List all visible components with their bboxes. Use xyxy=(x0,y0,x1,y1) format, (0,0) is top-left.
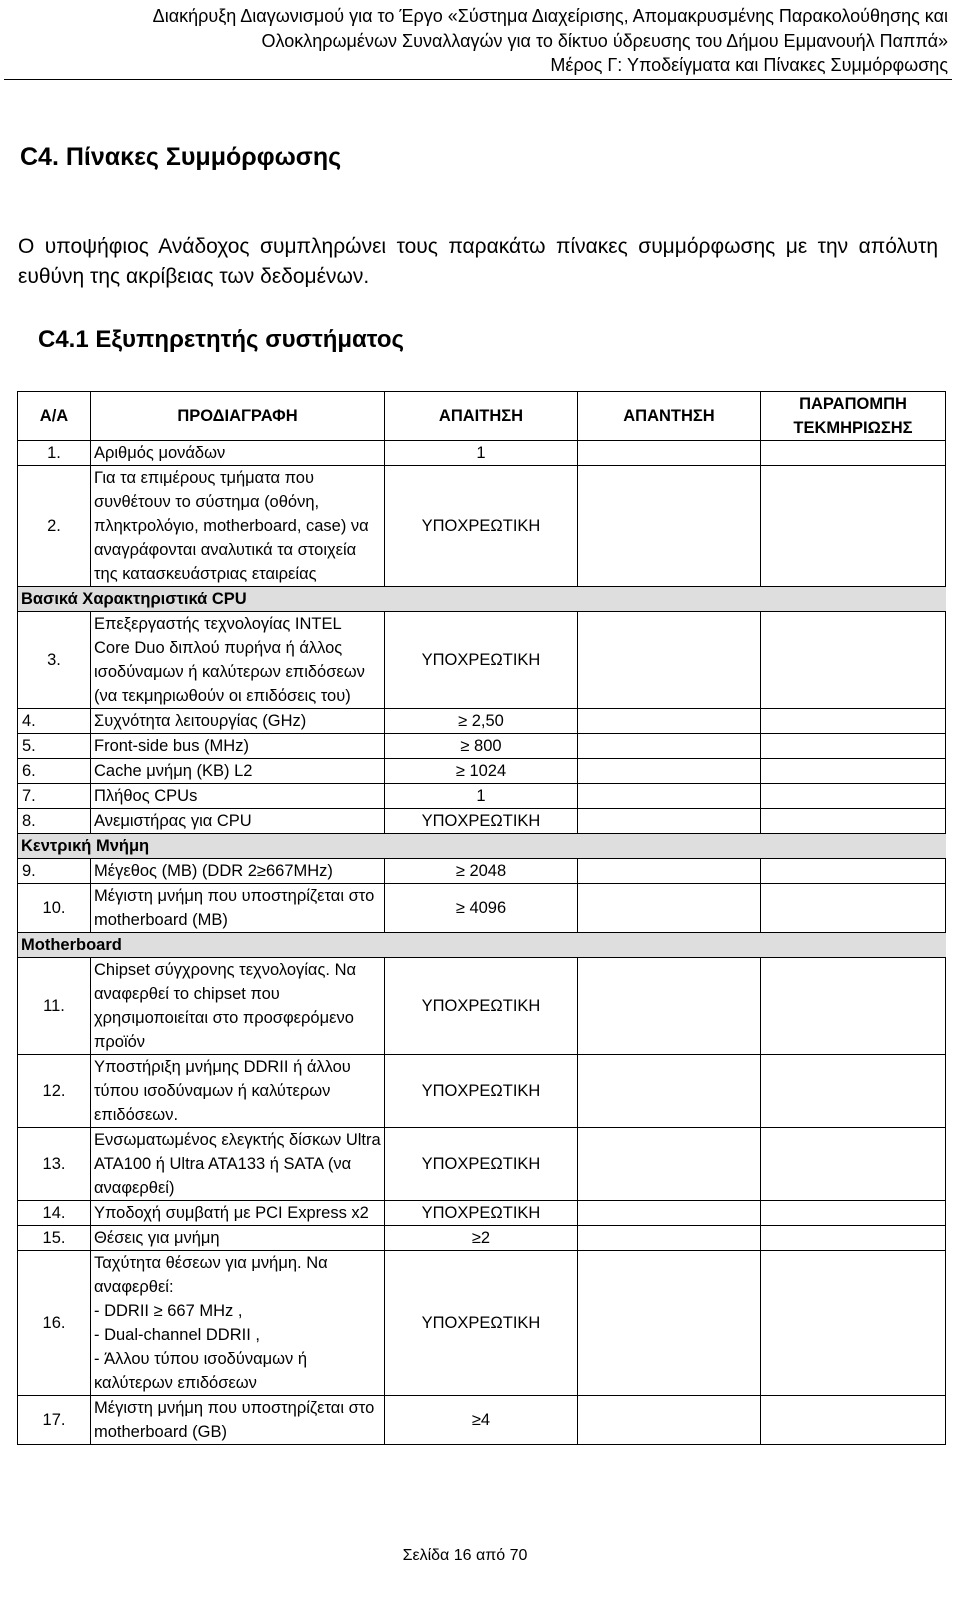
table-row xyxy=(18,859,946,884)
table-row xyxy=(18,1128,946,1201)
table-row xyxy=(18,1251,946,1396)
cell-answer xyxy=(578,1226,761,1251)
cell-reference xyxy=(761,809,946,834)
cell-answer xyxy=(578,709,761,734)
cell-number: 1. xyxy=(18,441,91,466)
cell-requirement: ΥΠΟΧΡΕΩΤΙΚΗ xyxy=(385,809,578,834)
cell-specification: Μέγεθος (MB) (DDR 2≥667MHz) xyxy=(91,859,385,884)
cell-requirement: ≥ 4096 xyxy=(385,884,578,933)
cell-specification: Chipset σύγχρονης τεχνολογίας. Να αναφερθεί το chipset που χρησιμοποιείται στο προσφερόμενο προϊόν xyxy=(91,958,385,1055)
cell-specification: Μέγιστη μνήμη που υποστηρίζεται στο motherboard (MB) xyxy=(91,884,385,933)
cell-reference xyxy=(761,1201,946,1226)
cell-specification: Αριθμός μονάδων xyxy=(91,441,385,466)
table-header-row xyxy=(18,392,946,441)
cell-requirement: ≥ 1024 xyxy=(385,759,578,784)
cell-requirement: ΥΠΟΧΡΕΩΤΙΚΗ xyxy=(385,612,578,709)
cell-specification: Ενσωματωμένος ελεγκτής δίσκων Ultra ATA100 ή Ultra ATA133 ή SATA (να αναφερθεί) xyxy=(91,1128,385,1201)
header-requirement: ΑΠΑΙΤΗΣΗ xyxy=(385,392,578,441)
cell-reference xyxy=(761,1128,946,1201)
cell-specification: Cache μνήμη (KB) L2 xyxy=(91,759,385,784)
cell-number: 15. xyxy=(18,1226,91,1251)
section-label: Βασικά Χαρακτηριστικά CPU xyxy=(18,587,946,612)
table-row xyxy=(18,709,946,734)
cell-answer xyxy=(578,859,761,884)
cell-answer xyxy=(578,784,761,809)
section-label: Κεντρική Μνήμη xyxy=(18,834,946,859)
cell-requirement: ≥ 2048 xyxy=(385,859,578,884)
header-line-3: Μέρος Γ: Υποδείγματα και Πίνακες Συμμόρφωσης xyxy=(550,55,948,75)
table-row xyxy=(18,466,946,587)
cell-number: 5. xyxy=(18,734,91,759)
cell-reference xyxy=(761,1055,946,1128)
table-row xyxy=(18,809,946,834)
cell-number: 11. xyxy=(18,958,91,1055)
table-row xyxy=(18,884,946,933)
cell-reference xyxy=(761,958,946,1055)
cell-reference xyxy=(761,859,946,884)
header-reference: ΠΑΡΑΠΟΜΠΗ ΤΕΚΜΗΡΙΩΣΗΣ xyxy=(761,392,946,441)
cell-requirement: ≥2 xyxy=(385,1226,578,1251)
cell-specification: Θέσεις για μνήμη xyxy=(91,1226,385,1251)
cell-number: 13. xyxy=(18,1128,91,1201)
header-line-2: Ολοκληρωμένων Συναλλαγών για το δίκτυο ύδρευσης του Δήμου Εμμανουήλ Παππά» xyxy=(261,30,948,51)
cell-specification: Πλήθος CPUs xyxy=(91,784,385,809)
cell-answer xyxy=(578,1201,761,1226)
cell-answer xyxy=(578,884,761,933)
cell-answer xyxy=(578,1396,761,1445)
cell-requirement: 1 xyxy=(385,441,578,466)
cell-number: 9. xyxy=(18,859,91,884)
cell-specification: Υποστήριξη μνήμης DDRII ή άλλου τύπου ισοδύναμων ή καλύτερων επιδόσεων. xyxy=(91,1055,385,1128)
subsection-title: C4.1 Εξυπηρετητής συστήματος xyxy=(38,326,404,353)
compliance-table xyxy=(17,391,946,1445)
cell-number: 12. xyxy=(18,1055,91,1128)
header-divider xyxy=(4,79,952,80)
header-line-1: Διακήρυξη Διαγωνισμού για το Έργο «Σύστημα Διαχείρισης, Απομακρυσμένης Παρακολούθησης και xyxy=(152,6,948,26)
cell-number: 3. xyxy=(18,612,91,709)
cell-requirement: ≥ 800 xyxy=(385,734,578,759)
cell-answer xyxy=(578,1055,761,1128)
table-row xyxy=(18,612,946,709)
table-row xyxy=(18,441,946,466)
cell-requirement: ΥΠΟΧΡΕΩΤΙΚΗ xyxy=(385,1251,578,1396)
header-spec: ΠΡΟΔΙΑΓΡΑΦΗ xyxy=(91,392,385,441)
cell-reference xyxy=(761,1251,946,1396)
cell-number: 17. xyxy=(18,1396,91,1445)
table-row xyxy=(18,734,946,759)
cell-requirement: ΥΠΟΧΡΕΩΤΙΚΗ xyxy=(385,1055,578,1128)
cell-reference xyxy=(761,884,946,933)
cell-specification: Συχνότητα λειτουργίας (GHz) xyxy=(91,709,385,734)
cell-requirement: ≥4 xyxy=(385,1396,578,1445)
cell-requirement: ΥΠΟΧΡΕΩΤΙΚΗ xyxy=(385,466,578,587)
cell-number: 6. xyxy=(18,759,91,784)
cell-reference xyxy=(761,759,946,784)
cell-requirement: ≥ 2,50 xyxy=(385,709,578,734)
cell-specification: Υποδοχή συμβατή με PCI Express x2 xyxy=(91,1201,385,1226)
header-aa: Α/Α xyxy=(18,392,91,441)
cell-number: 8. xyxy=(18,809,91,834)
cell-number: 2. xyxy=(18,466,91,587)
cell-reference xyxy=(761,784,946,809)
table-row xyxy=(18,1201,946,1226)
cell-answer xyxy=(578,958,761,1055)
cell-number: 7. xyxy=(18,784,91,809)
cell-reference xyxy=(761,709,946,734)
table-row xyxy=(18,759,946,784)
cell-reference xyxy=(761,1226,946,1251)
table-section-row xyxy=(18,587,946,612)
cell-reference xyxy=(761,734,946,759)
cell-number: 14. xyxy=(18,1201,91,1226)
table-section-row xyxy=(18,933,946,958)
section-title: C4. Πίνακες Συμμόρφωσης xyxy=(20,143,342,171)
cell-number: 4. xyxy=(18,709,91,734)
cell-specification: Επεξεργαστής τεχνολογίας INTEL Core Duo διπλού πυρήνα ή άλλος ισοδύναμων ή καλύτερων επιδόσεων (να τεκμηριωθούν οι επιδόσεις του) xyxy=(91,612,385,709)
cell-specification: Ταχύτητα θέσεων για μνήμη. Να αναφερθεί: - DDRII ≥ 667 MHz , - Dual-channel DDRII , - Άλλου τύπου ισοδύναμων ή καλύτερων επιδόσεων xyxy=(91,1251,385,1396)
section-label: Motherboard xyxy=(18,933,946,958)
cell-specification: Front-side bus (MHz) xyxy=(91,734,385,759)
cell-answer xyxy=(578,1128,761,1201)
cell-requirement: ΥΠΟΧΡΕΩΤΙΚΗ xyxy=(385,958,578,1055)
cell-answer xyxy=(578,1251,761,1396)
cell-requirement: 1 xyxy=(385,784,578,809)
cell-requirement: ΥΠΟΧΡΕΩΤΙΚΗ xyxy=(385,1128,578,1201)
cell-reference xyxy=(761,441,946,466)
cell-reference xyxy=(761,612,946,709)
cell-answer xyxy=(578,612,761,709)
header-answer: ΑΠΑΝΤΗΣΗ xyxy=(578,392,761,441)
cell-number: 10. xyxy=(18,884,91,933)
table-row xyxy=(18,784,946,809)
table-row xyxy=(18,1396,946,1445)
cell-reference xyxy=(761,1396,946,1445)
cell-answer xyxy=(578,734,761,759)
intro-paragraph: Ο υποψήφιος Ανάδοχος συμπληρώνει τους παρακάτω πίνακες συμμόρφωσης με την απόλυτη ευθύνη της ακρίβειας των δεδομένων. xyxy=(18,235,938,288)
page-footer: Σελίδα 16 από 70 xyxy=(402,1547,528,1564)
cell-answer xyxy=(578,809,761,834)
document-header xyxy=(8,4,948,78)
cell-specification: Για τα επιμέρους τμήματα που συνθέτουν το σύστημα (οθόνη, πληκτρολόγιο, motherboard, case) να αναγράφονται αναλυτικά τα στοιχεία της κατασκευάστριας εταιρείας xyxy=(91,466,385,587)
cell-number: 16. xyxy=(18,1251,91,1396)
cell-answer xyxy=(578,759,761,784)
cell-specification: Ανεμιστήρας για CPU xyxy=(91,809,385,834)
table-row xyxy=(18,958,946,1055)
cell-requirement: ΥΠΟΧΡΕΩΤΙΚΗ xyxy=(385,1201,578,1226)
cell-answer xyxy=(578,466,761,587)
cell-reference xyxy=(761,466,946,587)
table-row xyxy=(18,1055,946,1128)
table-section-row xyxy=(18,834,946,859)
cell-answer xyxy=(578,441,761,466)
cell-specification: Μέγιστη μνήμη που υποστηρίζεται στο motherboard (GB) xyxy=(91,1396,385,1445)
table-row xyxy=(18,1226,946,1251)
